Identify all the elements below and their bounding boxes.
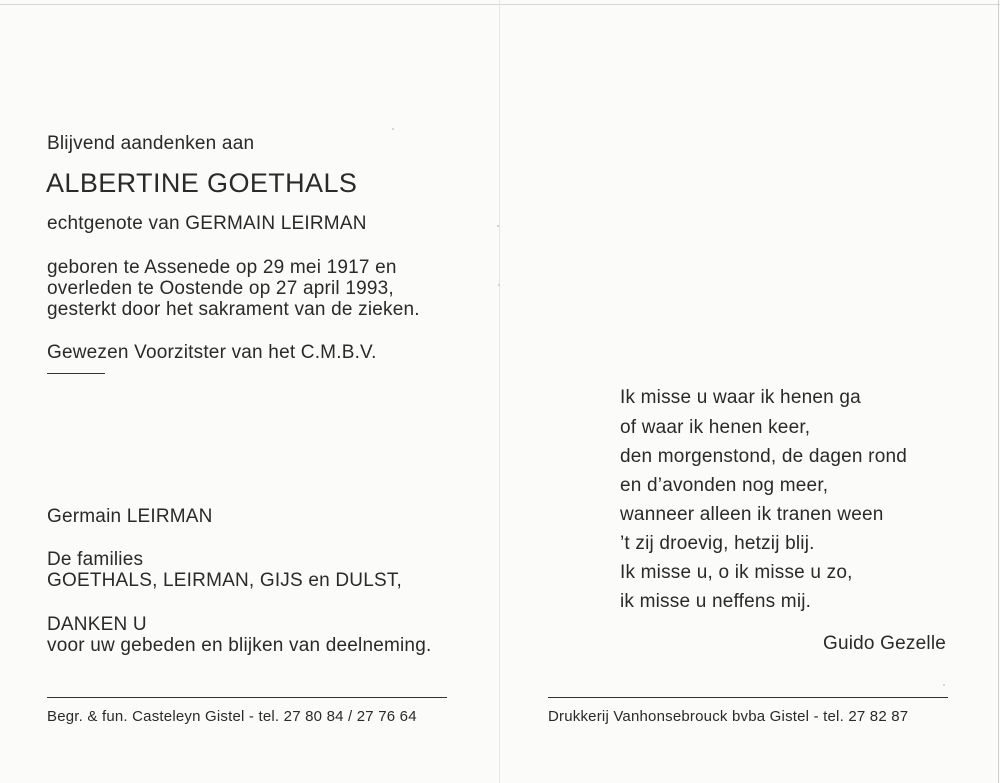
deceased-name: ALBERTINE GOETHALS xyxy=(46,168,358,198)
poem-line-2: of waar ik henen keer, xyxy=(620,417,811,438)
paper-speck xyxy=(498,284,500,286)
paper-speck xyxy=(392,128,394,130)
poem-line-8: ik misse u neffens mij. xyxy=(620,591,812,612)
right-edge-line xyxy=(998,0,999,783)
center-fold xyxy=(499,0,500,783)
poem-line-7: Ik misse u, o ik misse u zo, xyxy=(620,562,853,583)
spouse-text: echtgenote van GERMAIN LEIRMAN xyxy=(47,213,367,234)
families-label: De families xyxy=(47,549,144,570)
thanks-line: voor uw gebeden en blijken van deelneming. xyxy=(47,635,432,656)
families-names: GOETHALS, LEIRMAN, GIJS en DULST, xyxy=(47,570,403,591)
thanks-heading: DANKEN U xyxy=(47,614,147,635)
paper-speck xyxy=(497,225,499,227)
sacrament-text: gesterkt door het sakrament van de zieken. xyxy=(47,299,420,320)
poem-line-1: Ik misse u waar ik henen ga xyxy=(620,387,861,408)
poem-line-3: den morgenstond, de dagen rond xyxy=(620,446,907,467)
poem-line-6: ’t zij droevig, hetzij blij. xyxy=(620,533,815,554)
right-footer-rule xyxy=(548,697,948,698)
intro-text: Blijvend aandenken aan xyxy=(47,133,255,154)
died-text: overleden te Oostende op 27 april 1993, xyxy=(47,278,394,299)
poem-author: Guido Gezelle xyxy=(823,633,947,654)
left-footer-rule xyxy=(47,697,447,698)
paper-speck xyxy=(943,684,945,686)
left-footer-text: Begr. & fun. Casteleyn Gistel - tel. 27 80 84 / 27 76 64 xyxy=(47,708,417,725)
role-text: Gewezen Voorzitster van het C.M.B.V. xyxy=(47,342,377,363)
top-edge-line xyxy=(0,4,1000,5)
poem-line-4: en d’avonden nog meer, xyxy=(620,475,829,496)
right-footer-text: Drukkerij Vanhonsebrouck bvba Gistel - tel. 27 82 87 xyxy=(548,708,909,725)
born-text: geboren te Assenede op 29 mei 1917 en xyxy=(47,257,397,278)
short-divider xyxy=(47,373,105,374)
husband-name: Germain LEIRMAN xyxy=(47,506,213,527)
poem-line-5: wanneer alleen ik tranen ween xyxy=(620,504,884,525)
